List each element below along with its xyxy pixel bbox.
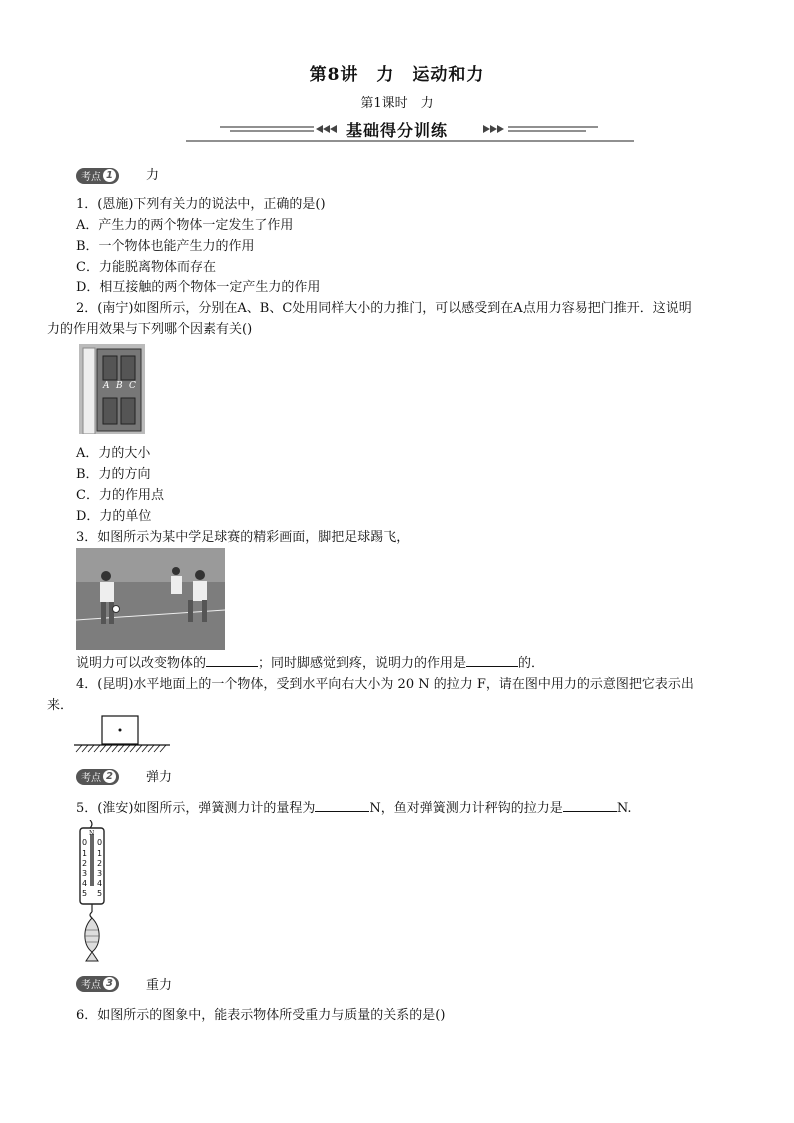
section-badge-2: 考点 2 — [76, 766, 119, 785]
q5-blank-1[interactable] — [315, 797, 369, 812]
svg-text:2: 2 — [82, 859, 88, 868]
svg-text:2: 2 — [97, 859, 103, 868]
q2-option-c: C．力的作用点 — [76, 488, 164, 503]
q1-option-a: A．产生力的两个物体一定发生了作用 — [76, 218, 294, 233]
svg-text:1: 1 — [97, 849, 103, 858]
door-label-a: A — [103, 381, 110, 391]
svg-text:0: 0 — [82, 838, 88, 847]
q3-blank-1[interactable] — [206, 652, 258, 667]
lesson-subtitle: 第1课时 力 — [360, 96, 434, 111]
banner-label: 基础得分训练 — [346, 121, 449, 140]
scale-unit: N — [89, 830, 95, 837]
svg-text:3: 3 — [82, 869, 88, 878]
svg-text:5: 5 — [97, 889, 103, 898]
q1-option-d: D．相互接触的两个物体一定产生力的作用 — [76, 280, 321, 295]
svg-text:5: 5 — [82, 889, 88, 898]
q2-stem-line2: 力的作用效果与下列哪个因素有关() — [47, 322, 253, 337]
section-badge-1: 考点 1 — [76, 165, 119, 184]
door-label-c: C — [129, 381, 136, 391]
q2-option-d: D．力的单位 — [76, 509, 152, 524]
q4-stem-line2: 来． — [47, 698, 74, 713]
q3-fill-sentence: 说明力可以改变物体的 ；同时脚感觉到疼，说明力的作用是 的． — [76, 652, 544, 674]
block-on-ground-figure[interactable] — [72, 714, 172, 756]
door-label-b: B — [116, 381, 123, 391]
q1-option-c: C．力能脱离物体而存在 — [76, 260, 216, 275]
svg-text:0: 0 — [97, 838, 103, 847]
svg-text:3: 3 — [97, 869, 103, 878]
q1-stem: 1．(恩施)下列有关力的说法中，正确的是() — [76, 197, 326, 212]
q3-blank-2[interactable] — [466, 652, 518, 667]
svg-text:4: 4 — [82, 879, 88, 888]
page-title: 第8讲 力 运动和力 — [309, 65, 485, 85]
section-badge-3: 考点 3 — [76, 973, 119, 992]
svg-text:4: 4 — [97, 879, 103, 888]
spring-scale-figure — [74, 820, 110, 962]
q5-fill-sentence: 5．(淮安)如图所示，弹簧测力计的量程为 N，鱼对弹簧测力计秤钩的拉力是 N. — [76, 797, 632, 819]
section-topic-1: 力 — [146, 168, 160, 183]
q2-option-b: B．力的方向 — [76, 467, 151, 482]
q1-option-b: B．一个物体也能产生力的作用 — [76, 239, 255, 254]
section-topic-3: 重力 — [146, 978, 173, 993]
football-photo — [76, 548, 225, 650]
q6-stem: 6．如图所示的图象中，能表示物体所受重力与质量的关系的是() — [76, 1008, 446, 1023]
section-topic-2: 弹力 — [146, 770, 173, 785]
q5-blank-2[interactable] — [563, 797, 617, 812]
door-figure — [79, 344, 145, 434]
q2-option-a: A．力的大小 — [76, 446, 151, 461]
q3-stem: 3．如图所示为某中学足球赛的精彩画面，脚把足球踢飞， — [76, 530, 410, 545]
svg-text:1: 1 — [82, 849, 88, 858]
q4-stem-line1: 4．(昆明)水平地面上的一个物体，受到水平向右大小为 20 N 的拉力 F，请在图中用力的示意图把它表示出 — [76, 677, 694, 692]
q2-stem-line1: 2．(南宁)如图所示，分别在A、B、C处用同样大小的力推门，可以感受到在A点用力容易把门推开．这说明 — [76, 301, 692, 316]
